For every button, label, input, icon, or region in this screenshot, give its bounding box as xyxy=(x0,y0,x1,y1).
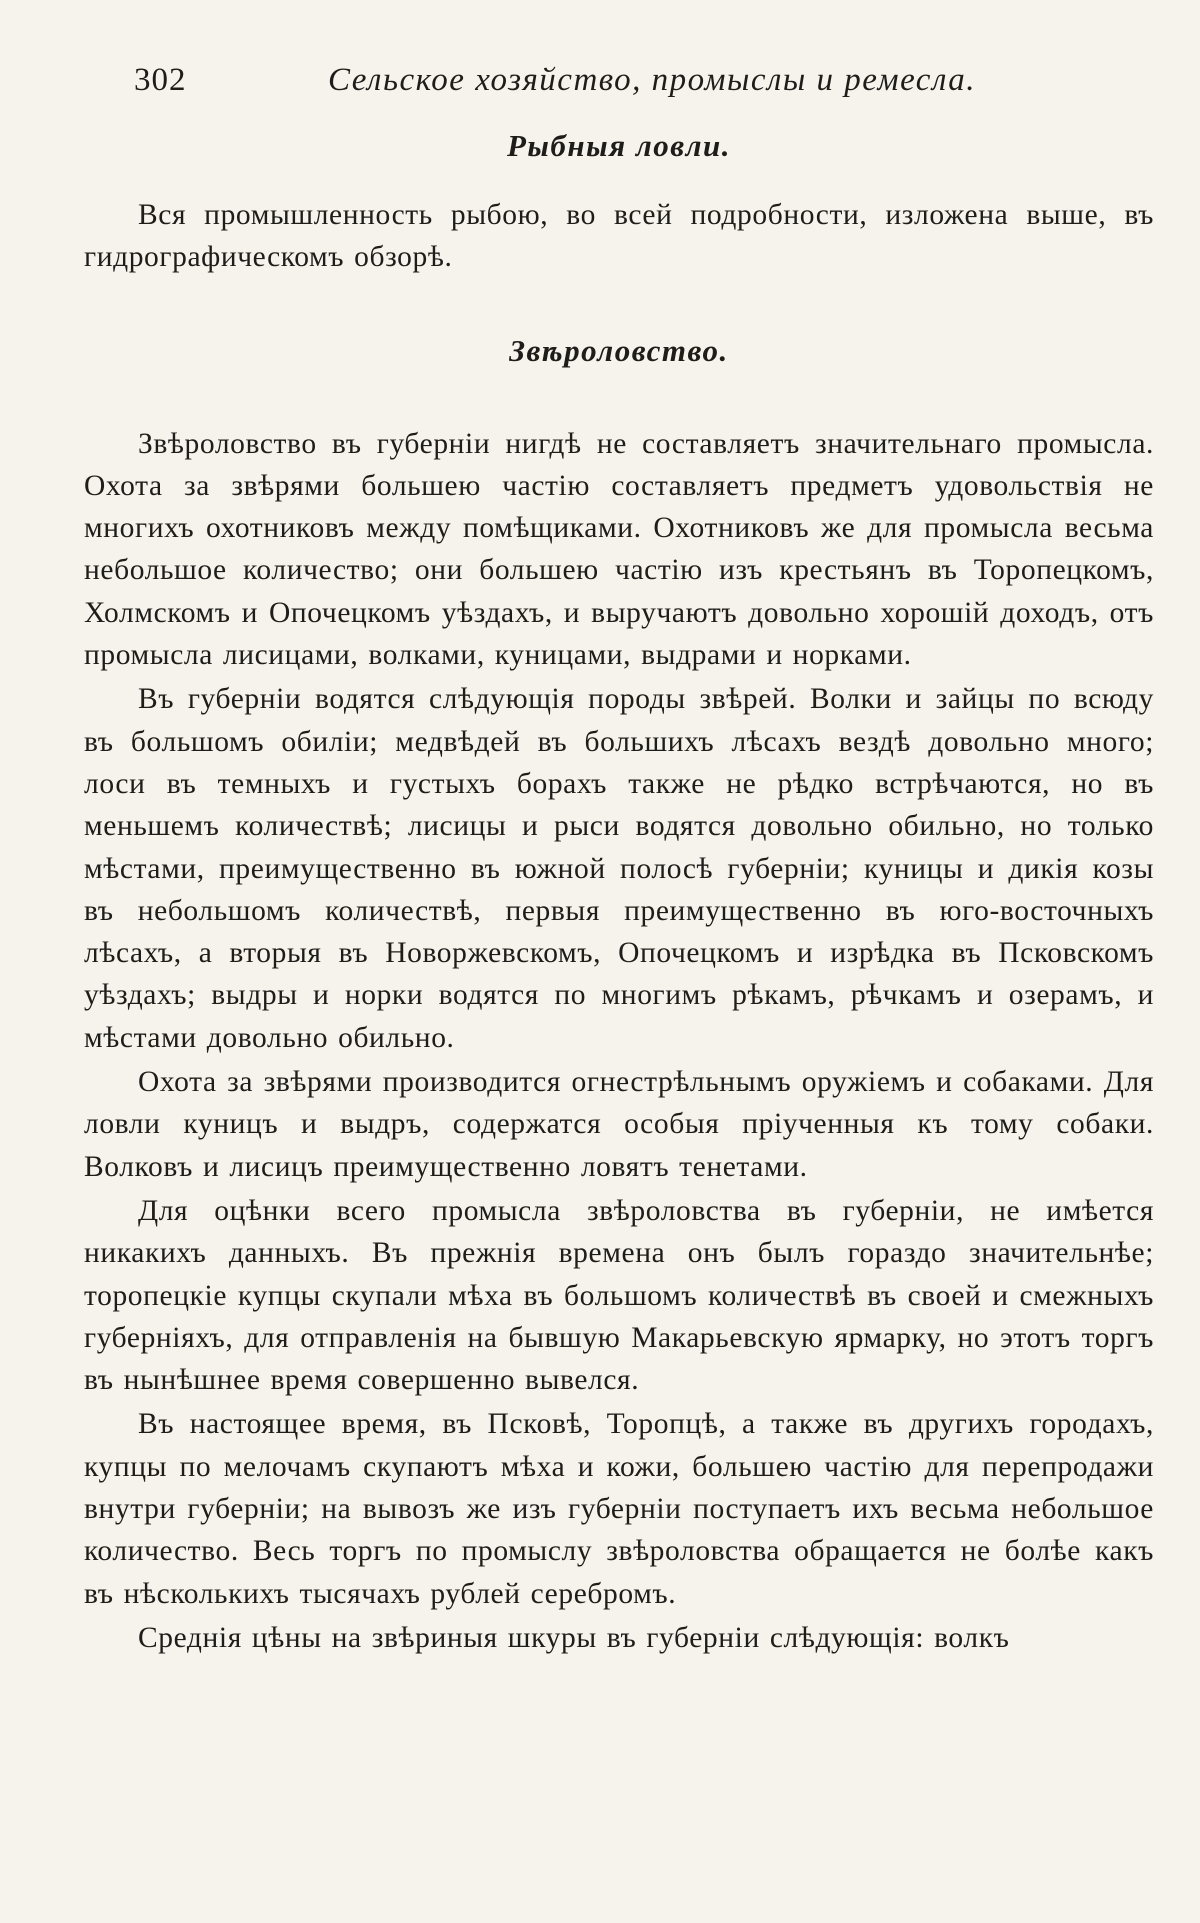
paragraph-hunting-1: Звѣроловство въ губерніи нигдѣ не составляетъ значительнаго промысла. Охота за звѣрями большею частію составляетъ предметъ удовольствія не многихъ охотниковъ между помѣщиками. Охотниковъ же для промысла весьма небольшое количество; они большею частію изъ крестьянъ въ Торопецкомъ, Холмскомъ и Опочецкомъ уѣздахъ, и выручаютъ довольно хорошій доходъ, отъ промысла лисицами, волками, куницами, выдрами и норками. xyxy=(84,427,1154,672)
page-header xyxy=(84,52,1154,108)
paragraph-fishing: Вся промышленность рыбою, во всей подробности, изложена выше, въ гидрографическомъ обзорѣ. xyxy=(84,199,1154,274)
running-title: Сельское хозяйство, промыслы и ремесла. xyxy=(328,62,976,98)
section-title-fishing: Рыбныя ловли. xyxy=(506,128,731,163)
paragraph-hunting-2: Въ губерніи водятся слѣдующія породы звѣрей. Волки и зайцы по всюду въ большомъ обиліи; медвѣдей въ большихъ лѣсахъ вездѣ довольно много; лоси въ темныхъ и густыхъ борахъ также не рѣдко встрѣчаются, но въ меньшемъ количествѣ; лисицы и рыси водятся довольно обильно, но только мѣстами, преимущественно въ южной полосѣ губерніи; куницы и дикія козы въ небольшомъ количествѣ, первыя преимущественно въ юго-восточныхъ лѣсахъ, а вторыя въ Новоржевскомъ, Опочецкомъ и изрѣдка въ Псковскомъ уѣздахъ; выдры и норки водятся по многимъ рѣкамъ, рѣчкамъ и озерамъ, и мѣстами довольно обильно. xyxy=(84,683,1154,1054)
paragraph-hunting-6: Среднія цѣны на звѣриныя шкуры въ губерніи слѣдующія: волкъ xyxy=(138,1621,1010,1654)
paragraph-hunting-5: Въ настоящее время, въ Псковѣ, Торопцѣ, а также въ другихъ городахъ, купцы по мелочамъ скупаютъ мѣха и кожи, большею частію для перепродажи внутри губерніи; на вывозъ же изъ губерніи поступаетъ ихъ весьма небольшое количество. Весь торгъ по промыслу звѣроловства обращается не болѣе какъ въ нѣсколькихъ тысячахъ рублей серебромъ. xyxy=(84,1408,1154,1610)
section-title-hunting: Звѣроловство. xyxy=(509,332,729,368)
paragraph-hunting-3: Охота за звѣрями производится огнестрѣльнымъ оружіемъ и собаками. Для ловли куницъ и выдръ, содержатся особыя пріученныя къ тому собаки. Волковъ и лисицъ преимущественно ловятъ тенетами. xyxy=(84,1066,1154,1183)
paragraph-hunting-4: Для оцѣнки всего промысла звѣроловства въ губерніи, не имѣется никакихъ данныхъ. Въ прежнія времена онъ былъ гораздо значительнѣе; торопецкіе купцы скупали мѣха въ большомъ количествѣ въ своей и смежныхъ губерніяхъ, для отправленія на бывшую Макарьевскую ярмарку, но этотъ торгъ въ нынѣшнее время совершенно вывелся. xyxy=(84,1194,1154,1397)
page-number: 302 xyxy=(134,62,187,98)
